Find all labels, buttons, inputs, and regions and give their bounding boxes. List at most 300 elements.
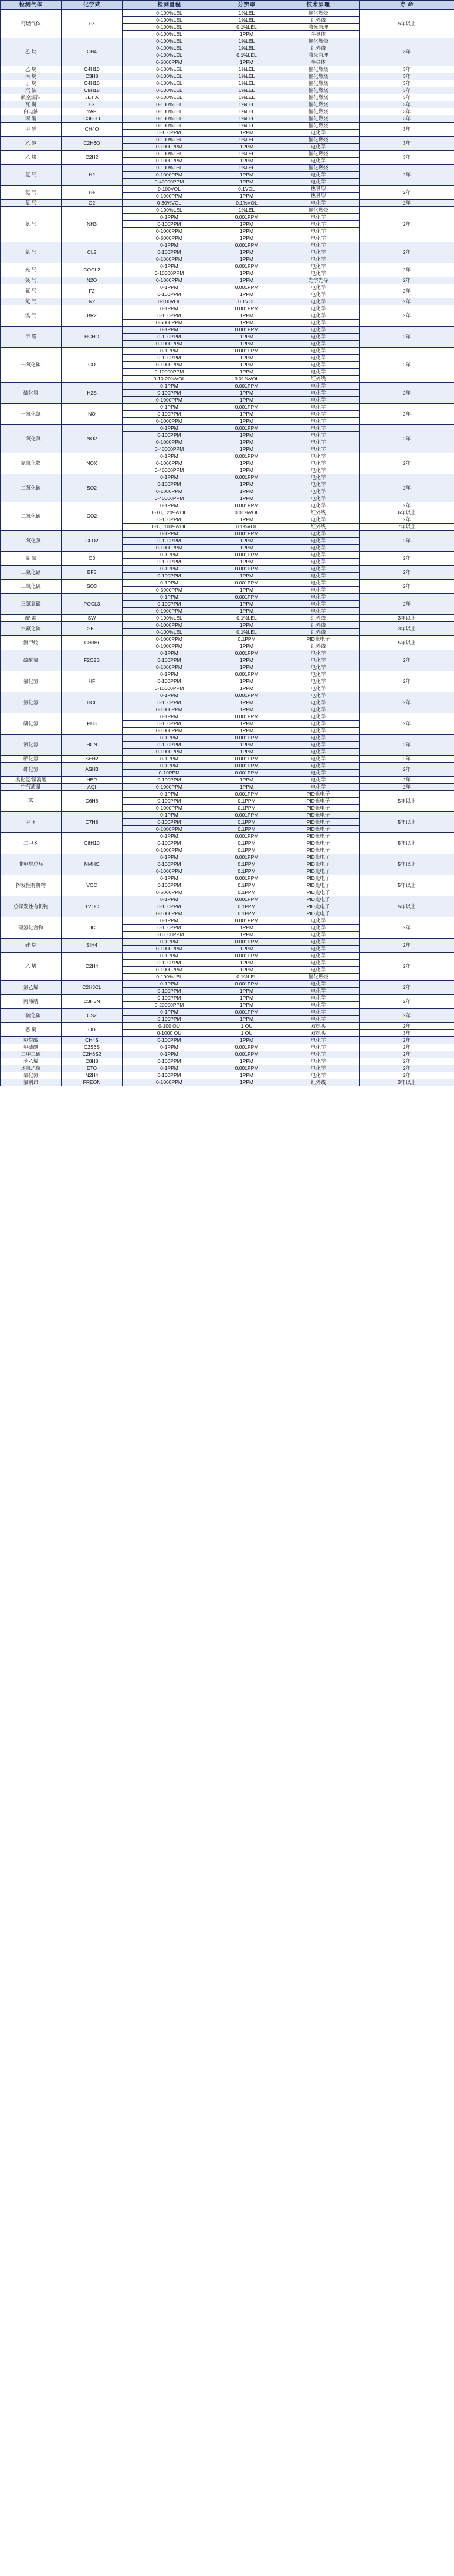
cell-resolution: 1%LEL (216, 45, 277, 52)
cell-life: 3年 (360, 101, 454, 108)
cell-chemical-formula: TVOC (62, 896, 123, 917)
cell-technology: 电化学 (277, 749, 360, 756)
cell-resolution: 1PPM (216, 179, 277, 186)
cell-detection-range: 0-100%LEL (123, 629, 216, 636)
cell-life: 2年 (360, 200, 454, 207)
cell-technology: 电化学 (277, 721, 360, 728)
cell-detection-range: 0-40000PPM (123, 179, 216, 186)
cell-detection-range: 0-5000PPM (123, 320, 216, 327)
cell-life: 2年 (360, 207, 454, 242)
cell-detection-range: 0-1PPM (123, 383, 216, 390)
cell-detection-range: 0-100PPM (123, 390, 216, 397)
table-row (1, 1079, 454, 1086)
cell-life: 5年以上 (360, 791, 454, 812)
cell-resolution: 0.001PPM (216, 242, 277, 249)
cell-life: 2年 (360, 277, 454, 284)
cell-technology: 电化学 (277, 320, 360, 327)
cell-detection-range: 0-10000PPM (123, 685, 216, 692)
cell-chemical-formula: H2S (62, 383, 123, 404)
cell-technology: 电化学 (277, 706, 360, 713)
cell-chemical-formula: HBR (62, 777, 123, 784)
cell-life: 2年 (360, 1037, 454, 1044)
cell-technology: 电化学 (277, 531, 360, 538)
cell-technology: 电化学 (277, 1037, 360, 1044)
cell-resolution: 0.001PPM (216, 474, 277, 481)
cell-life: 2年 (360, 939, 454, 953)
cell-technology: 电化学 (277, 383, 360, 390)
cell-gas-name: 白电油 (1, 108, 62, 115)
table-row (1, 453, 454, 460)
cell-life: 2年 (360, 186, 454, 200)
cell-technology: 电化学 (277, 362, 360, 369)
cell-resolution: 1PPM (216, 460, 277, 467)
gas-detection-table (0, 0, 454, 1086)
cell-technology: 热导型 (277, 186, 360, 193)
cell-resolution: 0.01%VOL (216, 509, 277, 516)
cell-resolution: 1%LEL (216, 94, 277, 101)
cell-gas-name: 氯化氢 (1, 692, 62, 713)
cell-gas-name: 甲硫醚 (1, 1044, 62, 1051)
table-body (1, 10, 454, 1086)
cell-gas-name: 二氧化硫 (1, 474, 62, 502)
cell-technology: 电化学 (277, 742, 360, 749)
cell-resolution: 1PPM (216, 601, 277, 608)
cell-gas-name: 丁 烷 (1, 80, 62, 87)
cell-resolution: 1PPM (216, 312, 277, 320)
cell-detection-range: 0-100 OU (123, 1023, 216, 1030)
cell-resolution: 1%LEL (216, 137, 277, 144)
cell-resolution: 1%LEL (216, 73, 277, 80)
cell-resolution: 0.001PPM (216, 263, 277, 270)
cell-detection-range: 0-100%LEL (123, 17, 216, 24)
cell-chemical-formula: SF6 (62, 622, 123, 636)
cell-gas-name: 硫酰氟 (1, 650, 62, 671)
cell-technology: 电化学 (277, 453, 360, 460)
cell-resolution: 1PPM (216, 988, 277, 995)
cell-detection-range: 0-30%VOL (123, 200, 216, 207)
cell-technology: 催化燃烧 (277, 974, 360, 981)
cell-technology: PID光电子 (277, 889, 360, 896)
cell-detection-range: 0-10-20%VOL (123, 376, 216, 383)
cell-technology: 电化学 (277, 474, 360, 481)
cell-life: 5年以上 (360, 896, 454, 917)
cell-life: 2年 (360, 242, 454, 263)
cell-life: 2年 (360, 327, 454, 348)
cell-detection-range: 0-1000PPM (123, 172, 216, 179)
cell-chemical-formula: AQI (62, 784, 123, 791)
cell-chemical-formula: ETO (62, 1065, 123, 1072)
cell-gas-name: 二甲二硫 (1, 1051, 62, 1058)
cell-resolution: 1PPM (216, 516, 277, 524)
cell-technology: 电化学 (277, 460, 360, 467)
cell-life: 2年 (360, 348, 454, 383)
cell-resolution: 0.001PPM (216, 917, 277, 925)
cell-resolution: 1PPM (216, 946, 277, 953)
cell-gas-name: 甲 醛 (1, 327, 62, 348)
gas-detection-table-sheet (0, 0, 454, 1086)
cell-detection-range: 0-100%LEL (123, 45, 216, 52)
cell-resolution: 0.001PPM (216, 1065, 277, 1072)
cell-chemical-formula: SO2 (62, 474, 123, 502)
cell-resolution: 1PPM (216, 488, 277, 495)
cell-detection-range: 0-1000PPM (123, 439, 216, 446)
cell-life: 3年 (360, 151, 454, 165)
cell-technology: 电化学 (277, 418, 360, 425)
cell-detection-range: 0-1PPM (123, 327, 216, 334)
cell-life: 3年 (360, 1030, 454, 1037)
cell-resolution: 1PPM (216, 706, 277, 713)
cell-detection-range: 0-10、20%VOL (123, 509, 216, 516)
cell-gas-name: 氨 气 (1, 207, 62, 242)
cell-gas-name: 溴化氢/氢溴酸 (1, 777, 62, 784)
cell-resolution: 0.001PPM (216, 713, 277, 721)
cell-detection-range: 0-1000PPM (123, 622, 216, 629)
cell-chemical-formula: OU (62, 1023, 123, 1037)
cell-technology: 红外线 (277, 643, 360, 650)
cell-technology: 电化学 (277, 713, 360, 721)
cell-detection-range: 0-1PPM (123, 1051, 216, 1058)
table-row (1, 327, 454, 334)
cell-gas-name: 汽 油 (1, 87, 62, 94)
cell-resolution: 1PPM (216, 784, 277, 791)
cell-life: 2年 (360, 1058, 454, 1065)
cell-gas-name: 二氧化碳 (1, 502, 62, 531)
cell-detection-range: 0-1PPM (123, 594, 216, 601)
cell-resolution: 1 OU (216, 1030, 277, 1037)
cell-detection-range: 0-20000PPM (123, 1002, 216, 1009)
cell-detection-range: 0-5000PPM (123, 587, 216, 594)
table-row (1, 953, 454, 960)
cell-chemical-formula: CO (62, 348, 123, 383)
table-row (1, 263, 454, 270)
column-header-technology: 技术原理 (277, 1, 360, 10)
cell-resolution: 0.001PPM (216, 404, 277, 411)
cell-resolution: 1PPM (216, 397, 277, 404)
cell-detection-range: 0-1000 OU (123, 1030, 216, 1037)
cell-technology: 电化学 (277, 566, 360, 573)
cell-detection-range: 0-1000PPM (123, 277, 216, 284)
cell-technology: 电化学 (277, 516, 360, 524)
cell-resolution: 0.001PPM (216, 939, 277, 946)
cell-technology: 电化学 (277, 657, 360, 664)
cell-resolution: 0.001PPM (216, 580, 277, 587)
cell-detection-range: 0-1000PPM (123, 545, 216, 552)
cell-chemical-formula: NMHC (62, 854, 123, 875)
cell-resolution: 1PPM (216, 932, 277, 939)
cell-resolution: 0.1PPM (216, 840, 277, 847)
cell-gas-name: 挥发性有机物 (1, 875, 62, 896)
column-header-resolution: 分辨率 (216, 1, 277, 10)
cell-chemical-formula: C2H4 (62, 953, 123, 981)
cell-detection-range: 0-1PPM (123, 812, 216, 819)
cell-technology: PID光电子 (277, 875, 360, 882)
table-row (1, 854, 454, 861)
cell-detection-range: 0-1000PPM (123, 826, 216, 833)
cell-detection-range: 0-1000PPM (123, 749, 216, 756)
cell-chemical-formula: BR2 (62, 305, 123, 327)
cell-detection-range: 0-100%LEL (123, 24, 216, 31)
cell-detection-range: 0-1PPM (123, 833, 216, 840)
cell-detection-range: 0-1PPM (123, 453, 216, 460)
cell-life: 2年 (360, 756, 454, 763)
cell-gas-name: 甲 醛 (1, 123, 62, 137)
table-row (1, 1044, 454, 1051)
cell-life: 2年 (360, 784, 454, 791)
cell-chemical-formula: O2 (62, 200, 123, 207)
cell-technology: 电化学 (277, 369, 360, 376)
cell-resolution: 1PPM (216, 1002, 277, 1009)
cell-gas-name: 硫化氢 (1, 383, 62, 404)
cell-chemical-formula: C6H6 (62, 791, 123, 812)
cell-technology: 催化燃烧 (277, 80, 360, 87)
cell-gas-name: 氟 气 (1, 284, 62, 298)
table-row (1, 137, 454, 144)
cell-technology: 电化学 (277, 214, 360, 221)
cell-detection-range: 0-1000PPM (123, 868, 216, 875)
cell-gas-name: 二硫化碳 (1, 1009, 62, 1023)
cell-life: 3年以上 (360, 622, 454, 636)
cell-technology: PID光电子 (277, 636, 360, 643)
cell-detection-range: 0-1PPM (123, 981, 216, 988)
cell-life: 2年 (360, 671, 454, 692)
cell-resolution: 1PPM (216, 291, 277, 298)
table-row (1, 692, 454, 699)
cell-technology: 电化学 (277, 284, 360, 291)
table-row (1, 791, 454, 798)
cell-technology: 电化学 (277, 481, 360, 488)
cell-detection-range: 0-1PPM (123, 284, 216, 291)
cell-life: 3年以上 (360, 615, 454, 622)
cell-detection-range: 0-100%LEL (123, 207, 216, 214)
cell-chemical-formula: C2H3CL (62, 981, 123, 995)
cell-gas-name: 丙 烷 (1, 73, 62, 80)
cell-resolution: 1PPM (216, 341, 277, 348)
cell-detection-range: 0-1PPM (123, 756, 216, 763)
cell-gas-name: 硅 烷 (1, 939, 62, 953)
cell-technology: 电化学 (277, 545, 360, 552)
table-row (1, 671, 454, 678)
cell-detection-range: 0-1000PPM (123, 228, 216, 235)
cell-detection-range: 0-1PPM (123, 671, 216, 678)
cell-gas-name: 乙 醇 (1, 137, 62, 151)
cell-chemical-formula: HCHO (62, 327, 123, 348)
cell-resolution: 0.001PPM (216, 770, 277, 777)
cell-resolution: 0.001PPM (216, 453, 277, 460)
cell-gas-name: 乙 烯 (1, 953, 62, 981)
cell-chemical-formula: F2 (62, 284, 123, 298)
cell-detection-range: 0-100%LEL (123, 151, 216, 158)
cell-chemical-formula: HCL (62, 692, 123, 713)
cell-technology: 电化学 (277, 228, 360, 235)
cell-detection-range: 0-100%LEL (123, 73, 216, 80)
cell-detection-range: 0-100%LEL (123, 974, 216, 981)
cell-detection-range: 0-100%LEL (123, 31, 216, 38)
cell-resolution: 0.1PPM (216, 861, 277, 868)
cell-technology: 红外线 (277, 509, 360, 516)
cell-technology: 催化燃烧 (277, 151, 360, 158)
cell-technology: 红外线 (277, 376, 360, 383)
table-row (1, 763, 454, 770)
cell-detection-range: 0-100PPM (123, 334, 216, 341)
cell-gas-name: 一氧化碳 (1, 348, 62, 383)
cell-technology: 电化学 (277, 939, 360, 946)
column-header-gas: 检测气体 (1, 1, 62, 10)
cell-resolution: 1%LEL (216, 123, 277, 130)
cell-resolution: 0.001PPM (216, 854, 277, 861)
cell-detection-range: 0-1000PPM (123, 805, 216, 812)
cell-detection-range: 0-1PPM (123, 1044, 216, 1051)
cell-resolution: 1PPM (216, 439, 277, 446)
cell-technology: 电化学 (277, 953, 360, 960)
cell-resolution: 1PPM (216, 228, 277, 235)
cell-technology: 电化学 (277, 559, 360, 566)
table-row (1, 474, 454, 481)
cell-detection-range: 0-100PPM (123, 130, 216, 137)
cell-resolution: 1PPM (216, 545, 277, 552)
cell-technology: 电化学 (277, 608, 360, 615)
cell-resolution: 0.001PPM (216, 348, 277, 355)
column-header-range: 检测量程 (123, 1, 216, 10)
cell-technology: 电化学 (277, 777, 360, 784)
cell-resolution: 1PPM (216, 728, 277, 735)
cell-resolution: 1PPM (216, 418, 277, 425)
cell-detection-range: 0-1000PPM (123, 341, 216, 348)
cell-chemical-formula: SO3 (62, 580, 123, 594)
table-row (1, 981, 454, 988)
cell-chemical-formula: YAP (62, 108, 123, 115)
cell-resolution: 1PPM (216, 59, 277, 66)
cell-resolution: 1%LEL (216, 17, 277, 24)
table-row (1, 87, 454, 94)
cell-gas-name: 酸 素 (1, 615, 62, 622)
cell-technology: 电化学 (277, 263, 360, 270)
cell-resolution: 0.001PPM (216, 756, 277, 763)
cell-resolution: 1PPM (216, 538, 277, 545)
cell-chemical-formula: NO2 (62, 425, 123, 453)
cell-gas-name: 氮 气 (1, 298, 62, 305)
cell-technology: 电化学 (277, 334, 360, 341)
table-row (1, 1072, 454, 1079)
cell-detection-range: 0-100%LEL (123, 165, 216, 172)
cell-detection-range: 0-1000PPM (123, 643, 216, 650)
cell-life: 3年 (360, 137, 454, 151)
cell-life: 3年 (360, 108, 454, 115)
cell-chemical-formula: CL2 (62, 242, 123, 263)
cell-technology: PID光电子 (277, 910, 360, 917)
table-row (1, 80, 454, 87)
cell-technology: 电化学 (277, 130, 360, 137)
cell-gas-name: 砷化氢 (1, 763, 62, 777)
cell-resolution: 1PPM (216, 320, 277, 327)
cell-gas-name: 乙 烷 (1, 38, 62, 66)
cell-detection-range: 0-100PPM (123, 798, 216, 805)
cell-detection-range: 0-100PPM (123, 411, 216, 418)
table-row (1, 615, 454, 622)
cell-resolution: 0.1%LEL (216, 52, 277, 59)
cell-detection-range: 0-1PPM (123, 552, 216, 559)
cell-detection-range: 0-100PPM (123, 1037, 216, 1044)
cell-technology: 红外线 (277, 45, 360, 52)
cell-technology: PID光电子 (277, 798, 360, 805)
cell-technology: PID光电子 (277, 847, 360, 854)
cell-gas-name: 氯 气 (1, 242, 62, 263)
cell-technology: PID光电子 (277, 812, 360, 819)
cell-detection-range: 0-100%LEL (123, 10, 216, 17)
cell-life: 2年 (360, 453, 454, 474)
cell-resolution: 0.001PPM (216, 531, 277, 538)
cell-resolution: 0.001PPM (216, 327, 277, 334)
cell-resolution: 1%LEL (216, 165, 277, 172)
cell-technology: 电化学 (277, 538, 360, 545)
cell-detection-range: 0-1000PPM (123, 193, 216, 200)
cell-resolution: 0.1PPM (216, 819, 277, 826)
cell-resolution: 1PPM (216, 1072, 277, 1079)
cell-technology: 电化学 (277, 601, 360, 608)
cell-technology: 电化学 (277, 411, 360, 418)
cell-technology: 电化学 (277, 256, 360, 263)
table-row (1, 594, 454, 601)
cell-gas-name: 氟化氢 (1, 671, 62, 692)
cell-technology: 电化学 (277, 1009, 360, 1016)
cell-life: 6年以上 (360, 509, 454, 516)
cell-technology: 激光原理 (277, 52, 360, 59)
cell-life: 5年以上 (360, 833, 454, 854)
cell-detection-range: 0-100PPM (123, 861, 216, 868)
cell-gas-name: 环氧乙烷 (1, 1065, 62, 1072)
table-header-row (1, 1, 454, 10)
cell-detection-range: 0-1000PPM (123, 636, 216, 643)
cell-technology: 电化学 (277, 580, 360, 587)
cell-life: 3年 (360, 87, 454, 94)
cell-technology: 电化学 (277, 784, 360, 791)
table-row (1, 1065, 454, 1072)
table-row (1, 622, 454, 629)
cell-resolution: 1%LEL (216, 151, 277, 158)
cell-detection-range: 0-1PPM (123, 692, 216, 699)
cell-chemical-formula: C2S6S (62, 1044, 123, 1051)
cell-resolution: 1PPM (216, 158, 277, 165)
cell-resolution: 1PPM (216, 749, 277, 756)
cell-detection-range: 0-100PPM (123, 481, 216, 488)
cell-resolution: 1PPM (216, 678, 277, 685)
cell-resolution: 0.001PPM (216, 875, 277, 882)
cell-life: 2年 (360, 1044, 454, 1051)
cell-life: 2年 (360, 502, 454, 509)
cell-detection-range: 0-1000PPM (123, 460, 216, 467)
cell-resolution: 1%LEL (216, 115, 277, 123)
table-row (1, 123, 454, 130)
cell-detection-range: 0-1000PPM (123, 397, 216, 404)
cell-detection-range: 0-100PPM (123, 1058, 216, 1065)
cell-chemical-formula: N2 (62, 298, 123, 305)
cell-resolution: 1PPM (216, 777, 277, 784)
cell-chemical-formula: POCL3 (62, 594, 123, 615)
cell-resolution: 0.001PPM (216, 692, 277, 699)
cell-gas-name: 碳氢化合物 (1, 917, 62, 939)
cell-life: 2年 (360, 917, 454, 939)
cell-chemical-formula: C2H2 (62, 151, 123, 165)
cell-technology: PID光电子 (277, 840, 360, 847)
cell-technology: 电化学 (277, 1002, 360, 1009)
cell-detection-range: 0-1PPM (123, 474, 216, 481)
cell-technology: PID光电子 (277, 854, 360, 861)
cell-chemical-formula: FREON (62, 1079, 123, 1086)
cell-detection-range: 0-1PPM (123, 425, 216, 432)
cell-gas-name: 三氟化硼 (1, 566, 62, 580)
table-row (1, 502, 454, 509)
cell-life: 2年 (360, 516, 454, 524)
cell-resolution: 0.001PPM (216, 214, 277, 221)
